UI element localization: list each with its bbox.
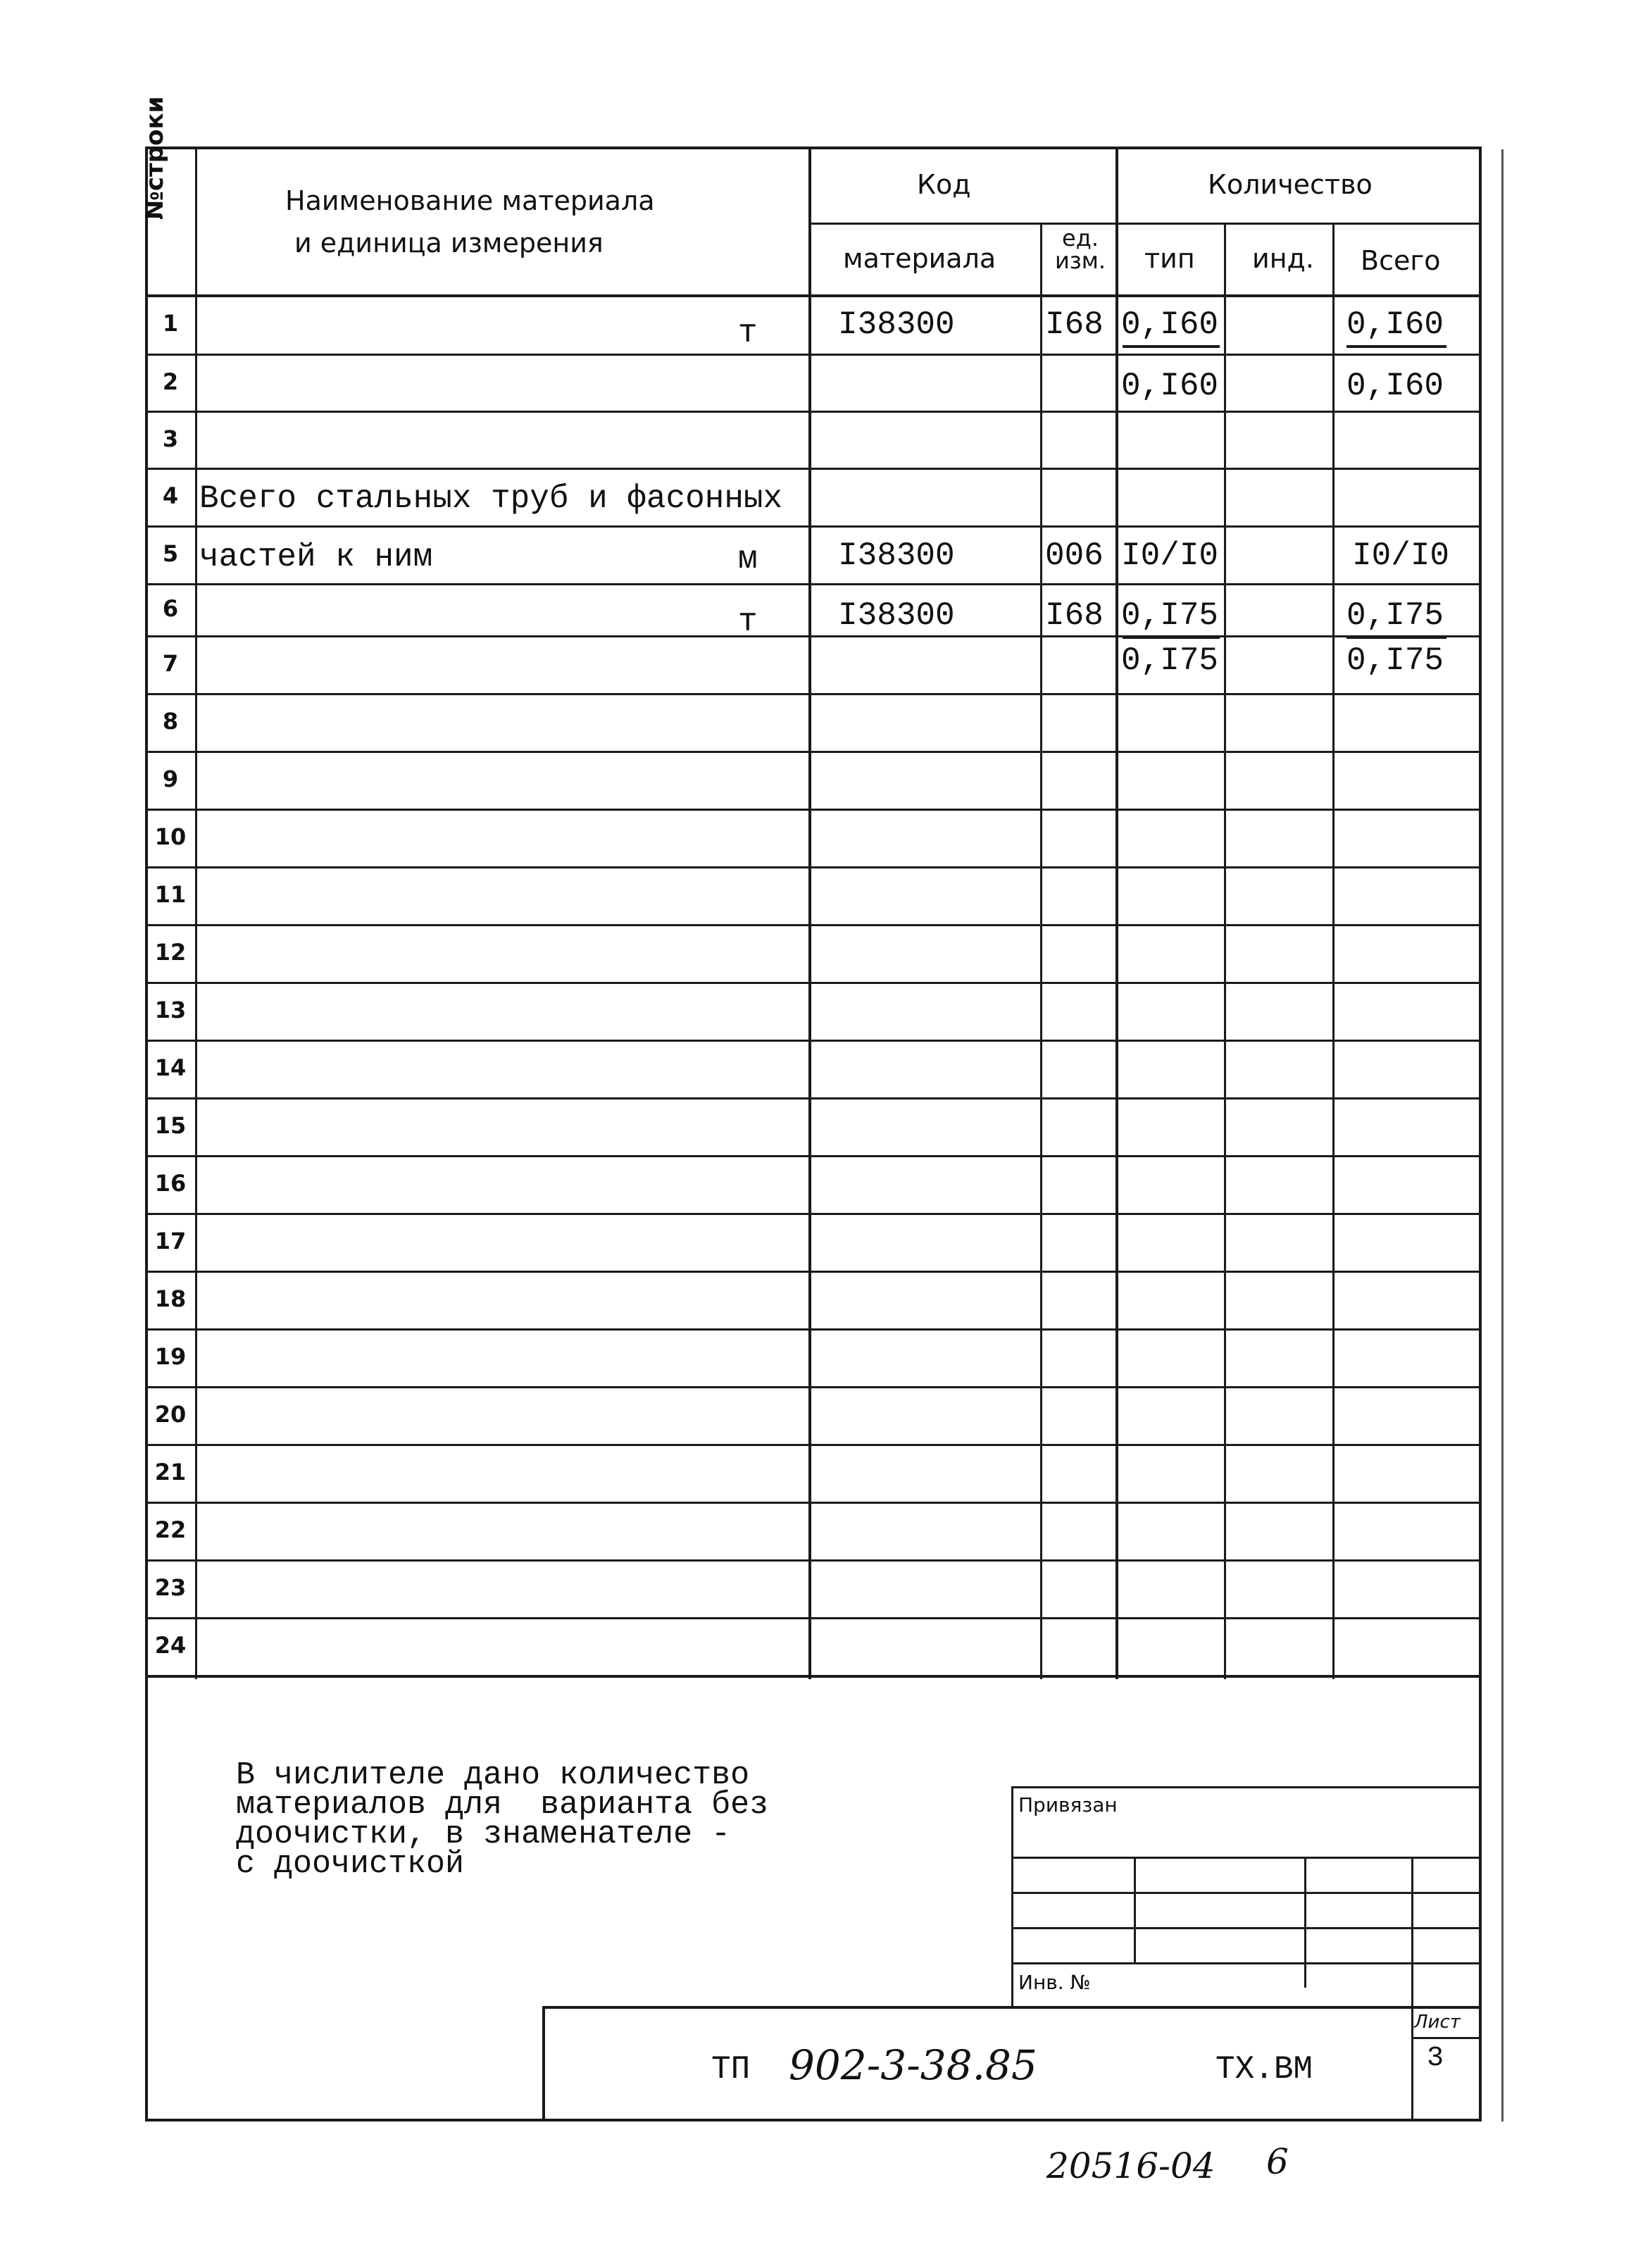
row-divider-5 [146, 583, 1482, 585]
row-divider-23 [146, 1617, 1482, 1619]
row1-type-underline [1123, 345, 1220, 348]
row-divider-8 [146, 751, 1482, 753]
footnote-line2: материалов для варианта без [236, 1787, 769, 1823]
header-unit-line1: ед. [1062, 225, 1099, 251]
row-number: 20 [154, 1401, 187, 1428]
row-number: 1 [162, 310, 179, 337]
stamp-line-3 [1011, 1927, 1479, 1929]
row-divider-17 [146, 1271, 1482, 1273]
row6-code: I38300 [838, 597, 955, 634]
header-ind: инд. [1252, 243, 1314, 274]
row6-total-underline [1346, 636, 1446, 639]
row5-unit: 006 [1045, 537, 1104, 574]
row-number: 23 [154, 1574, 187, 1601]
header-code-group: Код [917, 169, 971, 200]
stamp-col-2 [1304, 1857, 1306, 1988]
header-type: тип [1144, 243, 1195, 274]
row-number: 12 [154, 939, 187, 966]
row-number: 11 [154, 881, 187, 908]
row-number: 14 [154, 1054, 187, 1081]
stamp-line-4 [1011, 1962, 1479, 1964]
ind-col-line [1332, 223, 1335, 1679]
footer-page: 6 [1266, 2141, 1289, 2182]
row-divider-10 [146, 866, 1482, 868]
row-divider-13 [146, 1040, 1482, 1042]
bottom-frame-line [145, 2119, 1482, 2121]
stamp-line-1 [1011, 1857, 1479, 1859]
row6-type: 0,I75 [1121, 597, 1219, 634]
right-frame-line [1479, 147, 1482, 2120]
sheet-number: 3 [1427, 2043, 1444, 2074]
row2-type: 0,I60 [1121, 368, 1219, 404]
row-number: 3 [162, 425, 179, 452]
header-rownum: №строки [141, 96, 169, 220]
row-divider-15 [146, 1155, 1482, 1157]
row-number: 17 [154, 1228, 187, 1254]
row-divider-7 [146, 693, 1482, 695]
stamp-left-line [1011, 1786, 1013, 2006]
type-col-line [1224, 223, 1226, 1679]
stamp-top-line [1011, 1786, 1479, 1788]
sheet-col-line [1411, 2006, 1413, 2120]
row-divider-3 [146, 468, 1482, 470]
row-number: 22 [154, 1516, 187, 1543]
row-divider-19 [146, 1386, 1482, 1388]
footnote-line1: В числителе дано количество [236, 1757, 750, 1793]
row-number: 15 [154, 1112, 187, 1139]
stamp-line-2 [1011, 1892, 1479, 1894]
stamp-col-3 [1411, 1857, 1413, 2009]
row-divider-2 [146, 411, 1482, 413]
row-number: 16 [154, 1170, 187, 1197]
row1-total: 0,I60 [1346, 306, 1444, 343]
material-col-line [1040, 223, 1042, 1679]
row1-code: I38300 [838, 306, 955, 343]
row2-total: 0,I60 [1346, 368, 1444, 404]
row-divider-20 [146, 1444, 1482, 1446]
row-divider-22 [146, 1559, 1482, 1562]
row-divider-9 [146, 809, 1482, 811]
title-top-line [544, 2006, 1482, 2009]
row-number: 19 [154, 1343, 187, 1370]
privyazan-label: Привязан [1018, 1793, 1118, 1817]
name-col-line [808, 147, 811, 1679]
doc-suffix: ТХ.ВМ [1215, 2051, 1313, 2088]
row-divider-21 [146, 1502, 1482, 1504]
row7-total: 0,I75 [1346, 642, 1444, 679]
right-margin-line [1501, 149, 1504, 2121]
unit-col-line [1115, 147, 1118, 1679]
header-name-line1: Наименование материала [285, 185, 655, 216]
row5-type: I0/I0 [1121, 537, 1219, 574]
row-number: 9 [162, 766, 179, 792]
row-divider-11 [146, 924, 1482, 926]
row-divider-12 [146, 982, 1482, 984]
header-material: материала [843, 243, 996, 274]
row5-total: I0/I0 [1352, 537, 1450, 574]
header-name-line2: и единица измерения [294, 228, 604, 258]
row-divider-18 [146, 1328, 1482, 1331]
row-number: 5 [162, 540, 179, 567]
row-divider-24 [146, 1675, 1482, 1678]
footnote-line3: доочистки, в знаменателе - [236, 1817, 731, 1852]
header-unit-line2: изм. [1054, 247, 1106, 274]
row-number: 7 [162, 650, 179, 677]
header-quantity-group: Количество [1208, 169, 1373, 200]
rownum-col-line [195, 147, 197, 1679]
row-number: 21 [154, 1459, 187, 1485]
row6-unit-letter: т [738, 604, 758, 640]
row-divider-14 [146, 1097, 1482, 1099]
row1-total-underline [1346, 345, 1446, 348]
row-number: 10 [154, 823, 187, 850]
header-bottom-border [146, 294, 1482, 297]
row-divider-6 [146, 635, 1482, 637]
title-left-line [542, 2006, 545, 2120]
row5-code: I38300 [838, 537, 955, 574]
row-number: 8 [162, 708, 179, 735]
row7-type: 0,I75 [1121, 642, 1219, 679]
sheet-divider-line [1411, 2037, 1479, 2039]
table-top-border [146, 147, 1482, 149]
inv-no-label: Инв. № [1018, 1971, 1091, 1994]
row-number: 18 [154, 1285, 187, 1312]
doc-prefix: ТП [711, 2051, 751, 2088]
row-divider-16 [146, 1213, 1482, 1215]
footnote-line4: с доочисткой [236, 1846, 465, 1882]
sheet-label: Лист [1414, 2012, 1461, 2033]
row-number: 24 [154, 1632, 187, 1659]
footnote [236, 1757, 769, 1882]
row-number: 13 [154, 997, 187, 1023]
row6-total: 0,I75 [1346, 597, 1444, 634]
row-number: 2 [162, 368, 179, 395]
row1-unit-letter: т [738, 315, 758, 351]
row1-unit: I68 [1045, 306, 1104, 343]
header-group-divider [810, 223, 1482, 225]
header-unit [1045, 227, 1115, 272]
row6-type-underline [1123, 636, 1220, 639]
row5-name: частей к ним [199, 539, 433, 575]
row-number: 6 [162, 595, 179, 622]
doc-number: 902-3-38.85 [789, 2041, 1037, 2089]
row-divider-4 [146, 525, 1482, 528]
row5-unit-letter: м [738, 541, 758, 578]
row-number: 4 [162, 482, 179, 509]
row1-type: 0,I60 [1121, 306, 1219, 343]
row-divider-1 [146, 354, 1482, 356]
stamp-col-1 [1134, 1857, 1136, 1962]
header-total: Всего [1361, 245, 1441, 276]
row4-name: Всего стальных труб и фасонных [199, 480, 783, 517]
footer-code: 20516-04 [1046, 2145, 1215, 2186]
row6-unit: I68 [1045, 597, 1104, 634]
